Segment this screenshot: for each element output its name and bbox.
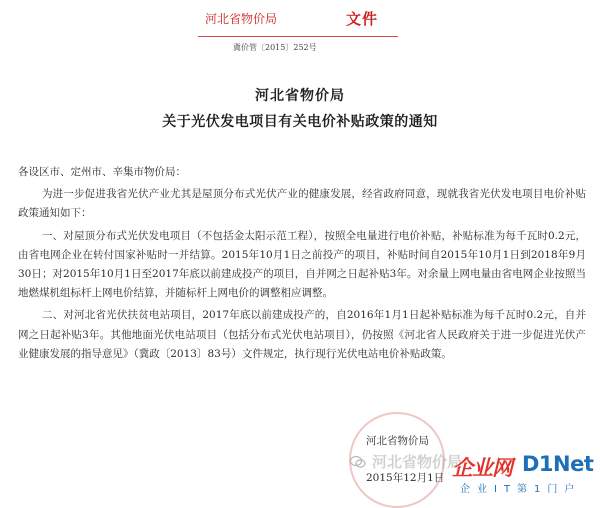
intro-paragraph: 为进一步促进我省光伏产业尤其是屋顶分布式光伏产业的健康发展，经省政府同意，现就我省光伏发电项目电价补贴政策通知如下： [18, 188, 586, 220]
logo-english: D1Net [522, 452, 594, 476]
watermark-account: 河北省物价局 [372, 453, 463, 471]
document-header [0, 0, 600, 72]
logo-subtitle: 企业IT第1门户 [460, 484, 582, 495]
document-title [0, 85, 600, 133]
header-issuer: 河北省物价局 [205, 12, 278, 26]
title-subject: 关于光伏发电项目有关电价补贴政策的通知 [162, 114, 438, 130]
clause-1: 一、对屋顶分布式光伏发电项目（不包括金太阳示范工程），按照全电量进行电价补贴，补贴标准为每千瓦时0.2元，由省电网企业在转付国家补贴时一并结算。2015年10月1日之前投产的项目，补贴时间自2015年10月1日到2018年9月30日；对2015年10月1日至2017年底以前建成投产的项目，自并网之日起补贴3年。对余量上网电量由省电网企业按照当地燃煤机组标杆上网电价结算，并随标杆上网电价的调整相应调整。 [18, 229, 586, 300]
wechat-icon [350, 455, 366, 469]
d1net-logo [452, 452, 598, 496]
document-number: 冀价管〔2015〕252号 [233, 43, 317, 52]
header-file-label: 文件 [346, 10, 379, 28]
document-body [18, 163, 586, 364]
clause-2: 二、对河北省光伏扶贫电站项目，2017年底以前建成投产的，自2016年1月1日起补贴标准为每千瓦时0.2元，自并网之日起补贴3年。其他地面光伏电站项目（包括分布式光伏电站项目），仍按照《河北省人民政府关于进一步促进光伏产业健康发展的指导意见》（冀政〔2013〕83号）文件规定，执行现行光伏电站电价补贴政策。 [18, 309, 586, 360]
signature-date: 2015年12月1日 [366, 472, 445, 484]
title-issuer: 河北省物价局 [255, 88, 345, 104]
logo-chinese: 企业网 [452, 456, 512, 480]
header-divider [198, 36, 398, 37]
salutation: 各设区市、定州市、辛集市物价局： [18, 166, 186, 178]
signature-issuer: 河北省物价局 [366, 435, 429, 447]
